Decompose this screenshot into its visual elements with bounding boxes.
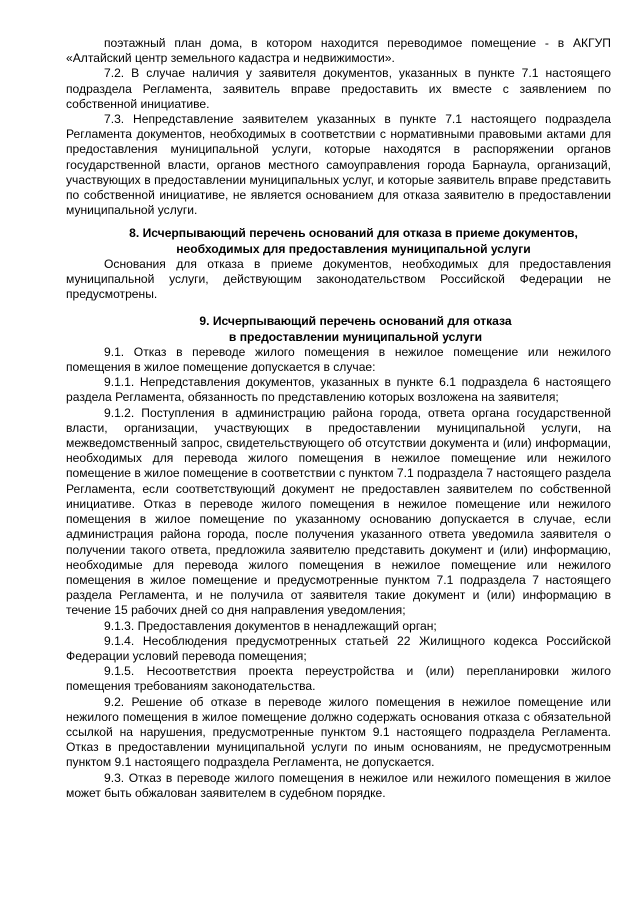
paragraph-9-1-3: 9.1.3. Предоставления документов в ненадлежащий орган; <box>104 618 437 633</box>
document-page <box>66 36 611 801</box>
section-9-heading <box>66 314 611 344</box>
section-9-heading-line-1: 9. Исчерпывающий перечень оснований для отказа <box>199 314 512 329</box>
paragraph-floor-plan: поэтажный план дома, в котором находится переводимое помещение - в АКГУП «Алтайский центр земельного кадастра и недвижимости». <box>66 36 611 66</box>
paragraph-9-1-1: 9.1.1. Непредставления документов, указанных в пункте 6.1 подраздела 6 настоящего раздела Регламента, обязанность по представлению которых возложена на заявителя; <box>66 375 611 405</box>
paragraph-8-grounds: Основания для отказа в приеме документов, необходимых для предоставления муниципальной услуги, действующим законодательством Российской Федерации не предусмотрены. <box>66 256 611 302</box>
paragraph-9-1-5: 9.1.5. Несоответствия проекта переустройства и (или) перепланировки жилого помещения требованиям законодательства. <box>66 664 611 694</box>
paragraph-9-1-2: 9.1.2. Поступления в администрацию района города, ответа органа государственной власти, организации, участвующих в предоставлении муниципальной услуги, на межведомственный запрос, свидетельствующего об отсутствии документа и (или) информации, необходимых для перевода жилого помещения в нежилое помещение или нежилого помещение в жилое помещение в соответствии с пунктом 7.1 подраздела 7 настоящего раздела Регламента, если соответствующий документ не предоставлен заявителем по собственной инициативе. Отказ в переводе жилого помещения в нежилое помещение или нежилого помещения в жилое помещение по указанному основанию допускается в случае, если администрация района города, после получения указанного ответа уведомила заявителя о получении такого ответа, предложила заявителю представить документ и (или) информацию, необходимые для перевода жилого помещения в нежилое помещение или нежилого помещения в жилое помещение и предусмотренные пунктом 7.1 подраздела 7 настоящего раздела Регламента, и не получила от заявителя такие документ и (или) информацию в течение 15 рабочих дней со дня направления уведомления; <box>66 405 611 618</box>
paragraph-9-2: 9.2. Решение об отказе в переводе жилого помещения в нежилое помещение или нежилого помещения в жилое помещение должно содержать основания отказа с обязательной ссылкой на нарушения, предусмотренные пунктом 9.1 настоящего подраздела Регламента. Отказ в предоставлении муниципальной услуги по иным основаниям, не предусмотренным пунктом 9.1 настоящего подраздела Регламента, не допускается. <box>66 694 611 770</box>
paragraph-9-3: 9.3. Отказ в переводе жилого помещения в нежилое или нежилого помещения в жилое может быть обжалован заявителем в судебном порядке. <box>66 770 611 800</box>
section-8-heading-line-2: необходимых для предоставления муниципальной услуги <box>176 241 531 256</box>
paragraph-9-1: 9.1. Отказ в переводе жилого помещения в нежилое помещение или нежилого помещения в жилое помещение допускается в случае: <box>66 344 611 375</box>
paragraph-9-1-4: 9.1.4. Несоблюдения предусмотренных статьей 22 Жилищного кодекса Российской Федерации условий перевода помещения; <box>66 633 611 663</box>
paragraph-7-3: 7.3. Непредставление заявителем указанных в пункте 7.1 настоящего подраздела Регламента документов, необходимых в соответствии с нормативными правовыми актами для предоставления муниципальной услуги, которые находятся в распоряжении органов государственной власти, органов местного самоуправления города Барнаула, организаций, участвующих в предоставлении муниципальных услуг, и которые заявитель вправе представить по собственной инициативе, не является основанием для отказа заявителю в предоставлении муниципальной услуги. <box>66 112 611 218</box>
section-8-heading-line-1: 8. Исчерпывающий перечень оснований для отказа в приеме документов, <box>129 226 578 241</box>
section-9-heading-line-2: в предоставлении муниципальной услуги <box>228 329 483 344</box>
paragraph-7-2: 7.2. В случае наличия у заявителя документов, указанных в пункте 7.1 настоящего подраздела Регламента, заявитель вправе предоставить их вместе с заявлением по собственной инициативе. <box>66 66 611 111</box>
section-8-heading <box>66 226 611 256</box>
